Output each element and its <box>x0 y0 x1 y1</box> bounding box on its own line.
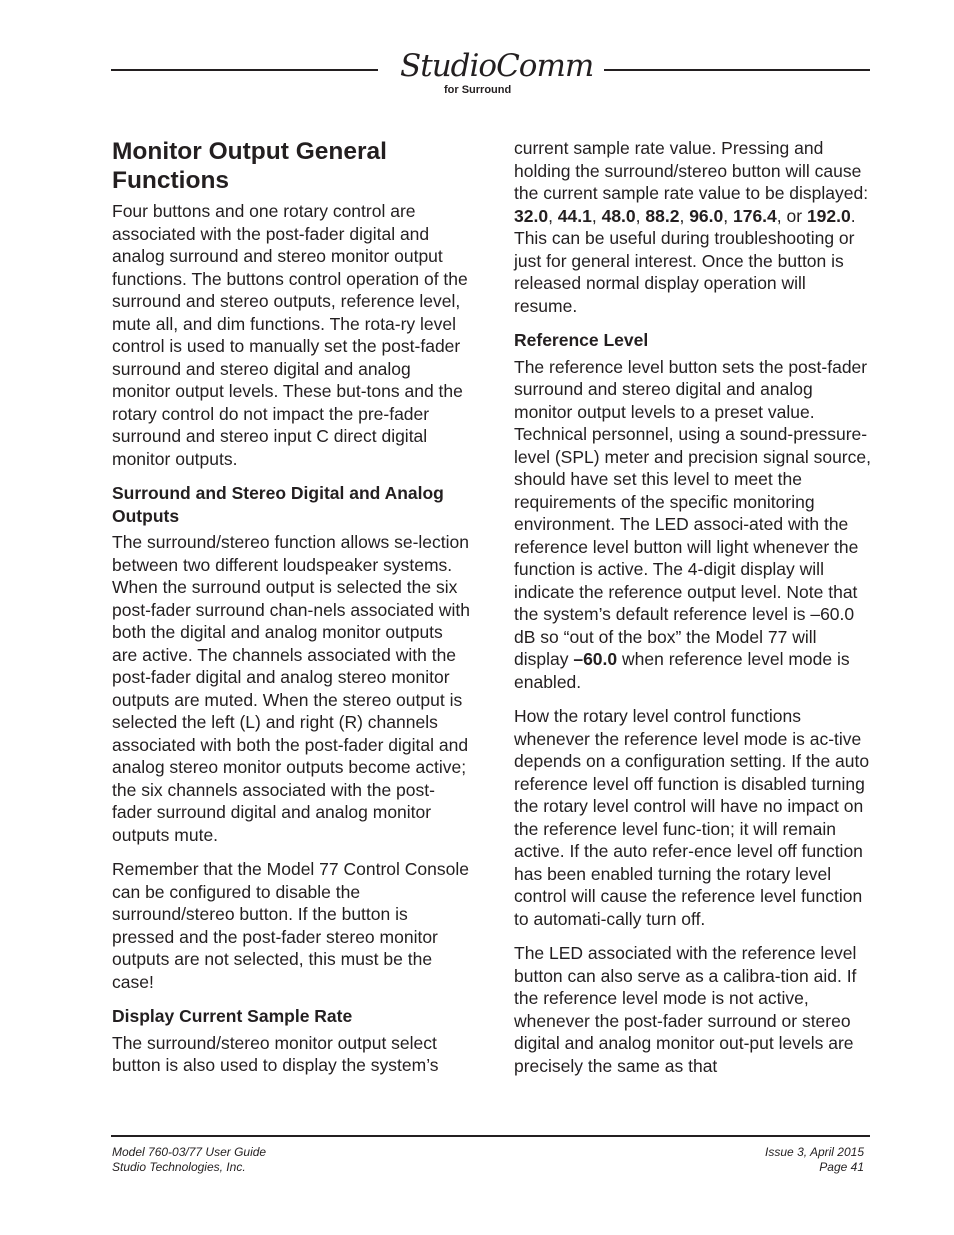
sample-rate-value: 44.1 <box>557 205 592 226</box>
separator: , <box>723 205 733 226</box>
reference-level-paragraph <box>514 356 872 694</box>
footer-guide-title: Model 760-03/77 User Guide <box>112 1145 267 1159</box>
text-run: current sample rate value. Pressing and holding the surround/stereo button will cause the current sample rate value to be displayed: <box>514 138 869 203</box>
header-rule-right <box>604 69 870 71</box>
configuration-note-paragraph: Remember that the Model 77 Control Console can be configured to disable the surround/stereo button. If the button is pressed and the post-fader stereo monitor outputs are not selected, this must be the case! <box>112 859 469 992</box>
section-title: Monitor Output General Functions <box>112 138 387 194</box>
separator: , or <box>776 205 807 226</box>
footer-rule <box>111 1135 870 1137</box>
led-calibration-paragraph: The LED associated with the reference level button can also serve as a calibra-tion aid. If the reference level mode is not active, whenever the post-fader surround or stereo digital and analog monitor out-put levels are precisely the same as that <box>514 943 857 1076</box>
right-column <box>514 137 872 1077</box>
footer-company: Studio Technologies, Inc. <box>112 1160 246 1174</box>
sample-rate-continued-paragraph <box>514 137 872 317</box>
surround-stereo-paragraph: The surround/stereo function allows se-lection between two different loudspeaker systems. When the surround output is selected the six post-fader surround chan-nels associated with both the digital and analog monitor outputs are active. The channels associated with the post-fader digital and analog stereo monitor outputs are muted. When the stereo output is selected the left (L) and right (R) channels associated with both the post-fader digital and analog stereo monitor outputs become active; the six channels associated with the post-fader surround digital and analog monitor outputs mute. <box>112 532 470 845</box>
sample-rate-paragraph: The surround/stereo monitor output select button is also used to display the system’s <box>112 1032 439 1075</box>
text-run: when reference level mode is enabled. <box>514 649 850 692</box>
studiocomm-logo: StudioComm <box>400 48 594 84</box>
reference-value: –60.0 <box>573 649 618 669</box>
footer-issue: Issue 3, April 2015 <box>765 1145 864 1159</box>
text-run: The reference level button sets the post-fader surround and stereo digital and analog monitor output levels to a preset value. Technical personnel, using a sound-pressure-level (SPL) meter and precision signal source, should have set this level to meet the requirements of the specific monitoring environment. The LED associ-ated with the reference level button will light whenever the function is active. The 4-digit display will indicate the reference output level. Note that the system’s default reference level is –60.0 dB so “out of the box” the Model 77 will display <box>514 356 871 669</box>
sample-rate-value: 176.4 <box>732 205 777 226</box>
rotary-control-paragraph: How the rotary level control functions whenever the reference level mode is ac-tive depends on a configuration setting. If the auto reference level off function is disabled turning the rotary level control will have no impact on the reference level func-tion; it will remain active. If the auto refer-ence level off function has been enabled turning the rotary level control will cause the reference level function to automati-cally turn off. <box>514 706 870 929</box>
sample-rate-value: 96.0 <box>689 205 724 226</box>
footer-page-number: Page 41 <box>819 1160 864 1174</box>
sample-rate-value: 192.0 <box>806 205 851 226</box>
sample-rate-value: 48.0 <box>601 205 636 226</box>
heading-reference-level: Reference Level <box>514 330 649 350</box>
sample-rate-value: 32.0 <box>514 205 549 226</box>
logo-subtitle: for Surround <box>444 84 512 96</box>
separator: , <box>591 205 602 226</box>
intro-paragraph: Four buttons and one rotary control are associated with the post-fader digital and analog surround and stereo monitor output functions. The buttons control operation of the surround and stereo outputs, reference level, mute all, and dim functions. The rota-ry level control is used to manually set the post-fader surround and stereo digital and analog monitor output levels. These but-tons and the rotary control do not impact the pre-fader surround and stereo input C direct digital monitor outputs. <box>112 201 468 469</box>
text-run: . This can be useful during troubleshooting or just for general interest. Once the button is released normal display operation will resume. <box>514 205 856 316</box>
separator: , <box>679 205 690 226</box>
footer-right <box>700 1145 864 1175</box>
header-rule-left <box>111 69 378 71</box>
separator: , <box>548 205 558 226</box>
sample-rate-value: 88.2 <box>645 205 680 226</box>
left-column <box>112 137 470 1077</box>
footer-left <box>112 1145 266 1175</box>
heading-surround-stereo: Surround and Stereo Digital and Analog Outputs <box>112 483 444 526</box>
heading-sample-rate: Display Current Sample Rate <box>112 1006 353 1026</box>
separator: , <box>635 205 646 226</box>
